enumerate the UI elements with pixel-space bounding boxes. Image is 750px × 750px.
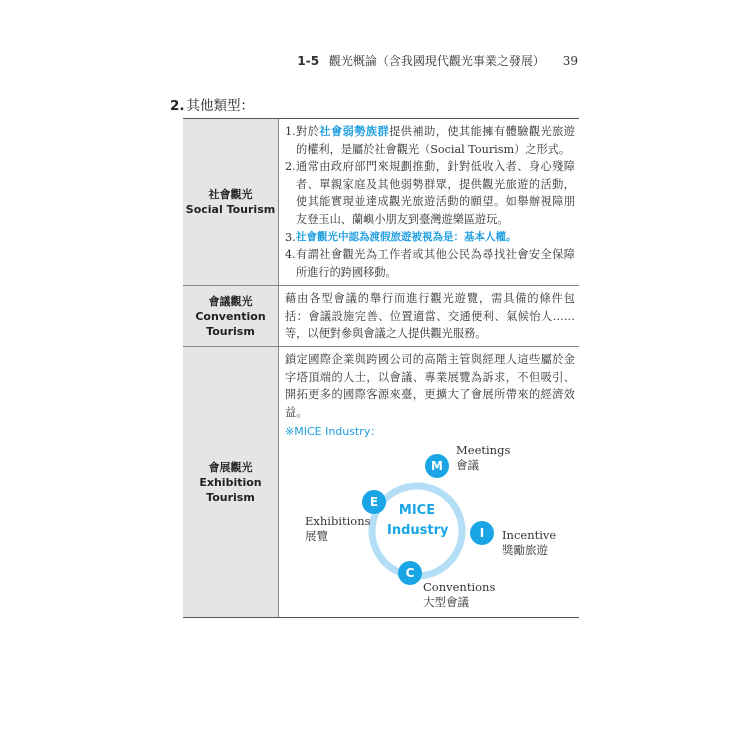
row-label	[183, 119, 279, 285]
item-text: 通常由政府部門來規劃推動，針對低收入者、身心殘障者、單親家庭及其他弱勢群眾，提供觀光旅遊的活動，使其能實現並達成觀光旅遊活動的願望。如舉辦視障朋友登玉山、蘭嶼小朋友到臺灣遊樂區遊玩。	[296, 160, 575, 226]
page-number: 39	[562, 54, 578, 68]
section-number: 1-5	[297, 54, 320, 68]
list-item	[285, 158, 575, 228]
row-content	[279, 119, 579, 285]
label-zh: 大型會議	[423, 595, 469, 609]
label-zh: 會議觀光	[208, 294, 253, 308]
node-e: E	[362, 490, 386, 514]
label-en: Exhibitions	[305, 514, 371, 528]
item-number: 4.	[285, 248, 296, 262]
list-item	[285, 123, 575, 158]
row-text: 鎖定國際企業與跨國公司的高階主管與經理人這些屬於金字塔頂端的人士，以會議、專業展覽為訴求，不但吸引、開拓更多的國際客源來臺，更擴大了會展所帶來的經濟效益。	[285, 353, 575, 419]
label-en: Social Tourism	[185, 203, 276, 216]
label-meetings	[456, 443, 510, 473]
label-zh: 會展觀光	[208, 460, 253, 474]
label-conventions	[423, 580, 495, 610]
row-label	[183, 347, 279, 617]
node-i: I	[470, 521, 494, 545]
label-en: Exhibition	[199, 475, 262, 489]
item-text-before: 對於	[296, 125, 320, 138]
item-text-after: 提供補助，使其能擁有體驗觀光旅遊的權利，是屬於社會觀光（Social Tourism）之形式。	[296, 125, 575, 156]
label-en: Meetings	[456, 443, 511, 457]
label-en: Incentive	[502, 528, 557, 542]
label-zh: 展覽	[305, 529, 328, 543]
heading-text: 其他類型：	[186, 98, 255, 114]
center-line-2: Industry	[387, 523, 449, 538]
mice-center-label	[387, 501, 447, 541]
label-zh: 社會觀光	[208, 188, 253, 201]
label-en: Tourism	[206, 324, 255, 338]
item-number: 3.	[285, 230, 296, 244]
list-item	[285, 246, 575, 281]
node-m: M	[425, 454, 449, 478]
label-zh: 獎勵旅遊	[502, 543, 548, 557]
subsection-heading	[170, 94, 254, 114]
label-exhibitions	[305, 514, 371, 544]
mice-note: ※MICE Industry：	[285, 425, 382, 439]
running-header	[297, 52, 578, 69]
label-en: Convention	[195, 309, 266, 323]
label-zh: 會議	[456, 458, 479, 472]
item-number: 1.	[285, 125, 296, 138]
table-row-social-tourism	[183, 119, 579, 286]
item-text: 有謂社會觀光為工作者或其他公民為尋找社會安全保障所進行的跨國移動。	[296, 248, 575, 279]
item-text	[296, 123, 575, 158]
row-content: 藉由各型會議的舉行而進行觀光遊覽，需具備的條件包括：會議設施完善、位置適當、交通便利、氣候怡人……等，以便對參與會議之人提供觀光服務。	[285, 292, 575, 341]
heading-number: 2.	[170, 98, 185, 114]
label-en: Conventions	[423, 580, 496, 594]
highlight-text: 社會觀光中認為渡假旅遊被視為是：基本人權。	[296, 230, 517, 243]
section-title: 觀光概論（含我國現代觀光事業之發展）	[328, 54, 545, 68]
table-row-convention-tourism	[183, 286, 579, 347]
row-label	[183, 286, 279, 346]
mice-diagram	[285, 435, 575, 620]
center-line-1: MICE	[398, 503, 436, 518]
item-number: 2.	[285, 160, 296, 174]
highlight-text: 社會弱勢族群	[319, 125, 390, 138]
node-c: C	[398, 561, 422, 585]
label-en: Tourism	[206, 490, 255, 504]
label-incentive	[502, 528, 556, 558]
list-item	[285, 229, 575, 247]
